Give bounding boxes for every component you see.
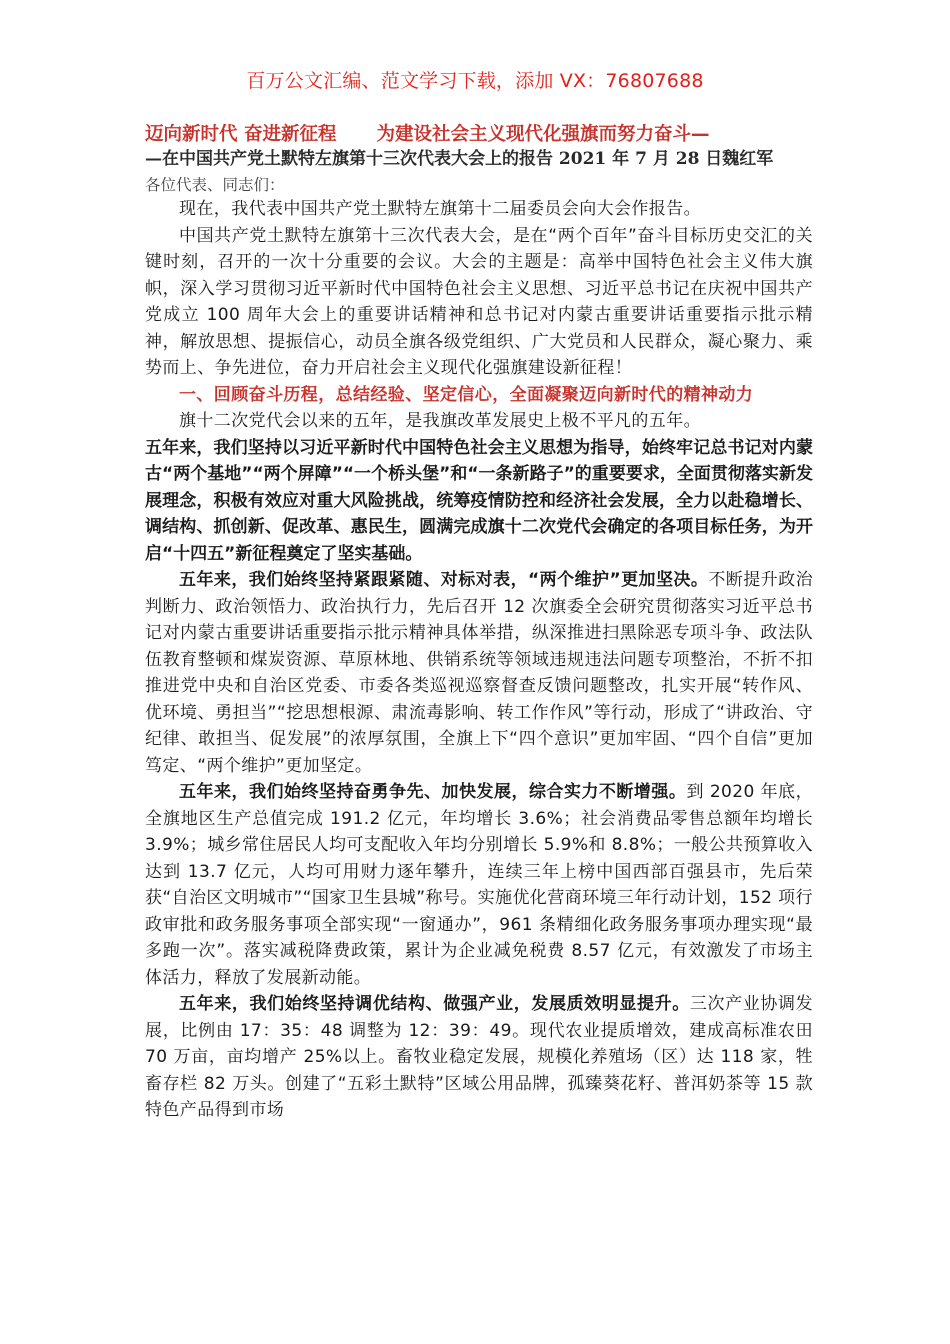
paragraph-6-body: 到 2020 年底，全旗地区生产总值完成 191.2 亿元，年均增长 3.6%；社会消费品零售总额年均增长 3.9%；城乡常住居民人均可支配收入年均分别增长 5.9%和 8.8%；一般公共预算收入达到 13.7 亿元，人均可用财力逐年攀升，连续三年上榜中国西部百强县市，先后荣获“自治区文明城市”“国家卫生县城”称号。实施优化营商环境三年行动计划，152 项行政审批和政务服务事项全部实现“一窗通办”，961 条精细化政务服务事项办理实现“最多跑一次”。落实减税降费政策，累计为企业减免税费 8.57 亿元，有效激发了市场主体活力，释放了发展新动能。 [145, 782, 813, 988]
paragraph-7-lead: 五年来，我们始终坚持调优结构、做强产业，发展质效明显提升。 [179, 994, 690, 1014]
document-body [145, 122, 813, 1124]
paragraph-6-lead: 五年来，我们始终坚持奋勇争先、加快发展，综合实力不断增强。 [179, 782, 687, 802]
paragraph-7-body: 三次产业协调发展，比例由 17：35：48 调整为 12：39：49。现代农业提质增效，建成高标准农田 70 万亩，亩均增产 25%以上。畜牧业稳定发展，规模化养殖场（区）达 118 家，牲畜存栏 82 万头。创建了“五彩土默特”区域公用品牌，孤臻葵花籽、普洱奶茶等 15 款特色产品得到市场 [145, 994, 813, 1120]
paragraph-5-lead: 五年来，我们始终坚持紧跟紧随、对标对表，“两个维护”更加坚决。 [179, 570, 709, 590]
title-part-2: 为建设社会主义现代化强旗而努力奋斗— [376, 124, 710, 145]
paragraph-3: 旗十二次党代会以来的五年，是我旗改革发展史上极不平凡的五年。 [179, 411, 701, 431]
paragraph-5 [145, 567, 813, 779]
header-banner: 百万公文汇编、范文学习下载，添加 VX：76807688 [246, 70, 704, 92]
document-subtitle: —在中国共产党土默特左旗第十三次代表大会上的报告 2021 年 7 月 28 日魏红军 [145, 149, 774, 169]
paragraph-4: 五年来，我们坚持以习近平新时代中国特色社会主义思想为指导，始终牢记总书记对内蒙古“两个基地”“两个屏障”“一个桥头堡”和“一条新路子”的重要要求，全面贯彻落实新发展理念，积极有效应对重大风险挑战，统筹疫情防控和经济社会发展，全力以赴稳增长、调结构、抓创新、促改革、惠民生，圆满完成旗十二次党代会确定的各项目标任务，为开启“十四五”新征程奠定了坚实基础。 [145, 437, 813, 564]
title-part-1: 迈向新时代 奋进新征程 [145, 124, 337, 145]
paragraph-6 [145, 779, 813, 991]
greeting: 各位代表、同志们： [145, 176, 285, 194]
paragraph-7 [145, 991, 813, 1124]
section-heading-1: 一、回顾奋斗历程，总结经验、坚定信心，全面凝聚迈向新时代的精神动力 [179, 384, 754, 405]
paragraph-2: 中国共产党土默特左旗第十三次代表大会，是在“两个百年”奋斗目标历史交汇的关键时刻，召开的一次十分重要的会议。大会的主题是：高举中国特色社会主义伟大旗帜，深入学习贯彻习近平新时代中国特色社会主义思想、习近平总书记在庆祝中国共产党成立 100 周年大会上的重要讲话精神和总书记对内蒙古重要讲话重要指示批示精神，解放思想、提振信心，动员全旗各级党组织、广大党员和人民群众，凝心聚力、乘势而上、争先进位，奋力开启社会主义现代化强旗建设新征程！ [145, 225, 813, 378]
paragraph-5-body: 不断提升政治判断力、政治领悟力、政治执行力，先后召开 12 次旗委全会研究贯彻落实习近平总书记对内蒙古重要讲话重要指示批示精神具体举措，纵深推进扫黑除恶专项斗争、政法队伍教育整顿和煤炭资源、草原林地、供销系统等领域违规违法问题专项整治，不折不扣推进党中央和自治区党委、市委各类巡视巡察督查反馈问题整改，扎实开展“转作风、优环境、勇担当”“挖思想根源、肃流毒影响、转工作作风”等行动，形成了“讲政治、守纪律、敢担当、促发展”的浓厚氛围，全旗上下“四个意识”更加牢固、“四个自信”更加笃定、“两个维护”更加坚定。 [145, 570, 813, 776]
paragraph-1: 现在，我代表中国共产党土默特左旗第十二届委员会向大会作报告。 [179, 199, 701, 219]
document-title [145, 122, 813, 147]
